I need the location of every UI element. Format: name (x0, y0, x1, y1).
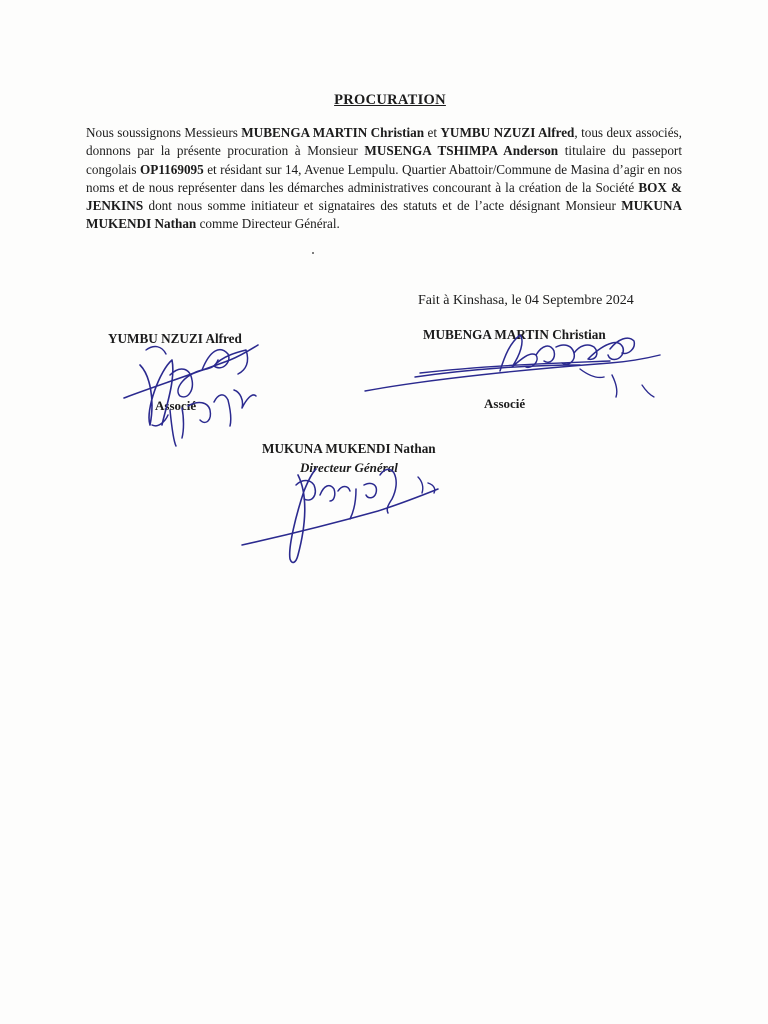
body-text-segment: titulaire du passeport congolais (86, 143, 682, 177)
body-text-segment: Nous soussignons Messieurs (86, 125, 242, 140)
signatory-right-role: Associé (484, 396, 526, 411)
passport-number: OP1169095 (140, 161, 204, 177)
signature-mubenga (360, 325, 665, 405)
name-yumbu: YUMBU NZUZI Alfred (440, 125, 575, 140)
body-text-segment: et (424, 125, 441, 140)
signature-mukuna (238, 455, 453, 570)
name-musenga: MUSENGA TSHIMPA Anderson (364, 143, 559, 159)
document-title: PROCURATION (334, 92, 446, 108)
signature-yumbu (110, 330, 280, 450)
body-text-segment: dont nous somme initiateur et signataires des statuts et de l’acte désignant Monsieur (143, 198, 622, 214)
signatory-right-name: MUBENGA MARTIN Christian (423, 327, 606, 342)
name-mubenga: MUBENGA MARTIN Christian (241, 125, 425, 140)
company-name: BOX & JENKINS (86, 179, 682, 214)
stray-mark (312, 252, 314, 254)
body-text-segment: , tous deux associés, donnons par la présente procuration à Monsieur (86, 125, 682, 159)
signatory-center-role: Directeur Général (300, 460, 398, 475)
place-date: Fait à Kinshasa, le 04 Septembre 2024 (418, 293, 634, 308)
signatory-left-role: Associé (155, 398, 197, 413)
body-text-segment: comme Directeur Général. (196, 216, 340, 232)
signatory-left-name: YUMBU NZUZI Alfred (108, 331, 242, 346)
signatory-center-name: MUKUNA MUKENDI Nathan (262, 441, 436, 456)
name-mukuna: MUKUNA MUKENDI Nathan (86, 198, 682, 232)
body-text-segment: et résidant sur 14, Avenue Lempulu. Quartier Abattoir/Commune de Masina d’agir en nos noms et de nous représenter dans les démarches administratives concourant à la création de la Société (86, 161, 682, 195)
procuration-body (86, 124, 682, 234)
